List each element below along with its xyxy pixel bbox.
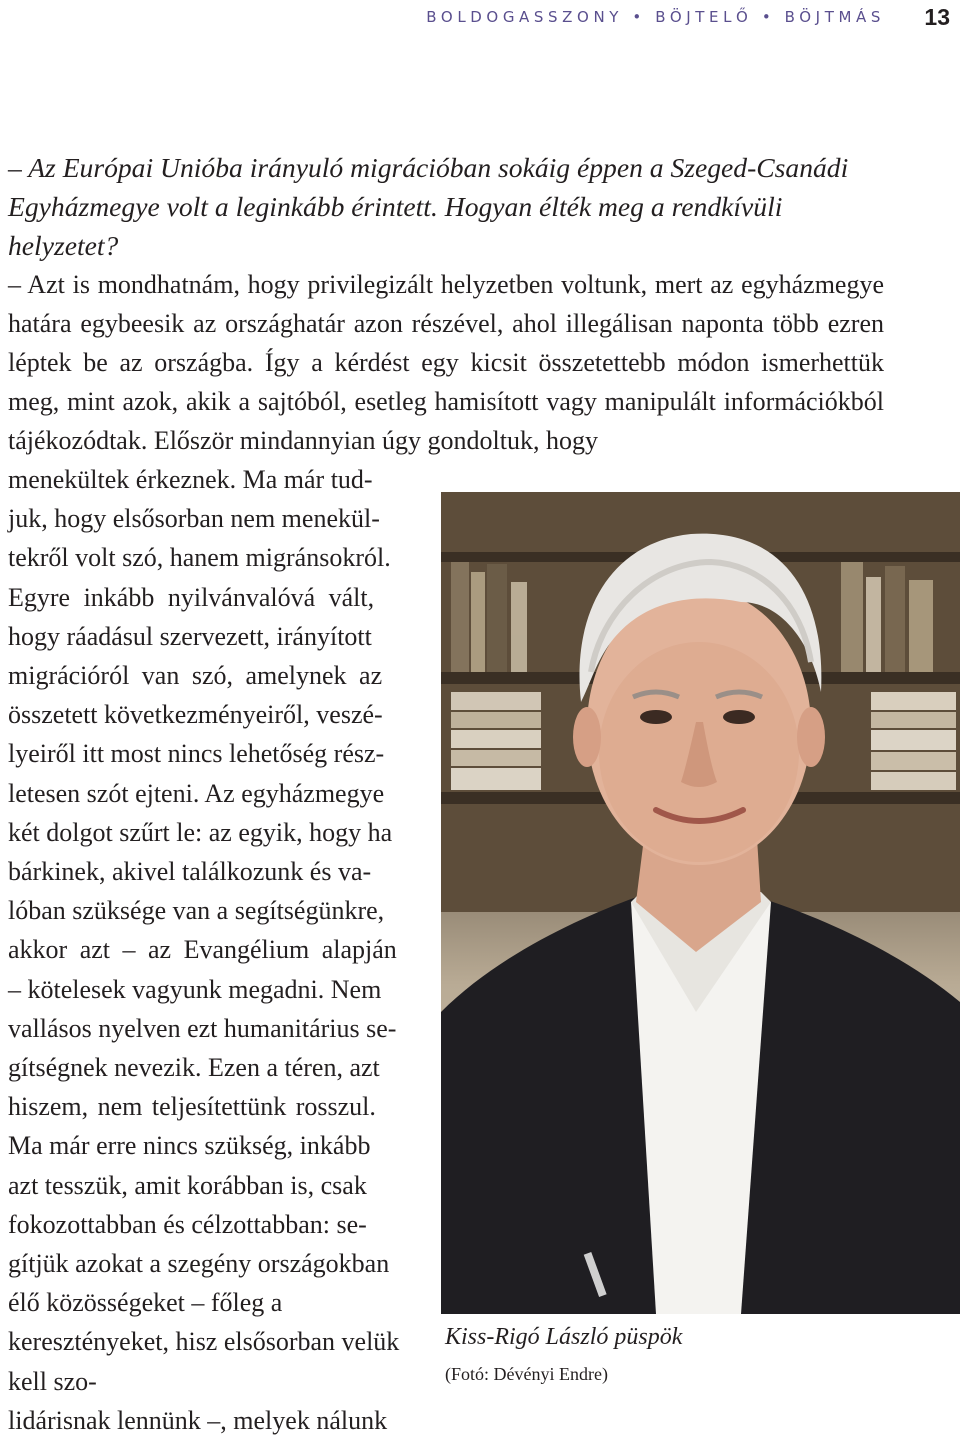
column-line: Egyre inkább nyilvánvalóvá vált, bbox=[8, 582, 375, 612]
column-line: juk, hogy elsősorban nem menekül- bbox=[8, 504, 380, 534]
running-title: BOLDOGASSZONY • BÖJTELŐ • BÖJTMÁS bbox=[426, 8, 885, 26]
column-line: azt tesszük, amit korábban is, csak bbox=[8, 1170, 367, 1200]
column-line: vallásos nyelven ezt humanitárius se- bbox=[8, 1013, 397, 1043]
portrait-photo bbox=[441, 492, 960, 1314]
answer-paragraph-column bbox=[8, 460, 418, 1440]
column-line: menekültek érkeznek. Ma már tud- bbox=[8, 465, 373, 494]
column-line: élő közösségeket – főleg a keresztényeket, hisz elsősorban velük kell szo- bbox=[8, 1288, 400, 1396]
running-head bbox=[0, 4, 960, 34]
column-line: összetett következményeiről, veszé- bbox=[8, 700, 383, 730]
column-line: – kötelesek vagyunk megadni. Nem bbox=[8, 974, 382, 1004]
column-line: fokozottabban és célzottabban: se- bbox=[8, 1209, 367, 1239]
column-line: akkor azt – az Evangélium alapján bbox=[8, 935, 397, 965]
photo-caption-name: Kiss-Rigó László püspök bbox=[445, 1324, 683, 1350]
interview-question: – Az Európai Unióba irányuló migrációban sokáig éppen a Szeged-Csanádi Egyházmegye volt a leginkább érintett. Hogyan élték meg a rendkívüli helyzetet? bbox=[8, 152, 849, 261]
answer-paragraph-full-width: – Azt is mondhatnám, hogy privilegizált helyzetben voltunk, mert az egyházmegye határa egybeesik az országhatár azon részével, ahol illegálisan naponta több ezren léptek be az országba. Így a kérdést egy kicsit összetettebb módon ismerhettük meg, mint azok, akik a sajtóból, esetleg hamisított vagy manipulált információkból tájékozódtak. Először mindannyian úgy gondoltuk, hogy bbox=[8, 270, 884, 455]
column-line: lidárisnak lennünk –, melyek nálunk bbox=[8, 1405, 388, 1435]
column-line: hiszem, nem teljesítettünk rosszul. bbox=[8, 1092, 376, 1122]
column-line: migrációról van szó, amelynek az bbox=[8, 661, 383, 691]
column-line: lóban szüksége van a segítségünkre, bbox=[8, 896, 385, 926]
column-line: Ma már erre nincs szükség, inkább bbox=[8, 1131, 371, 1161]
photo-caption-credit: (Fotó: Dévényi Endre) bbox=[445, 1364, 608, 1384]
column-line: lyeiről itt most nincs lehetőség rész- bbox=[8, 739, 385, 769]
column-line: két dolgot szűrt le: az egyik, hogy ha bbox=[8, 817, 393, 847]
column-line: gítjük azokat a szegény országokban bbox=[8, 1249, 390, 1279]
column-line: tekről volt szó, hanem migránsokról. bbox=[8, 543, 391, 573]
column-line: bárkinek, akivel találkozunk és va- bbox=[8, 857, 372, 887]
page-number: 13 bbox=[924, 4, 950, 30]
column-line: hogy ráadásul szervezett, irányított bbox=[8, 621, 372, 651]
portrait-illustration bbox=[441, 492, 960, 1314]
column-line: gítségnek nevezik. Ezen a téren, azt bbox=[8, 1053, 380, 1083]
column-line: letesen szót ejteni. Az egyházmegye bbox=[8, 778, 385, 808]
